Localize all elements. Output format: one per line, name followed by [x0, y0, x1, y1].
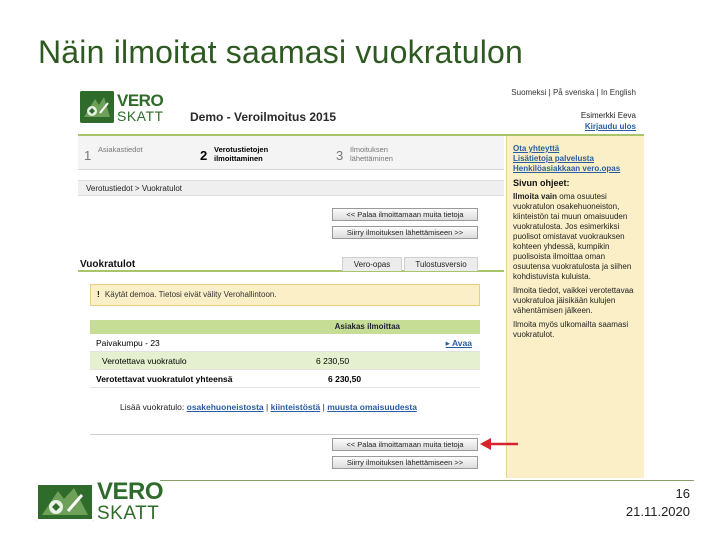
- rental-income-table: [90, 320, 480, 388]
- red-arrow-icon: [480, 437, 520, 451]
- footer-rule: [160, 480, 694, 481]
- add-income-links: [120, 402, 417, 412]
- section-title: Vuokratulot: [80, 259, 136, 270]
- back-button-top[interactable]: << Palaa ilmoittamaan muita tietoja: [332, 208, 478, 221]
- logout-link[interactable]: Kirjaudu ulos: [584, 122, 636, 131]
- language-bar: Suomeksi | På svenska | In English: [511, 88, 636, 97]
- forward-button-bottom[interactable]: Siirry ilmoituksen lähettämiseen >>: [332, 456, 478, 469]
- open-link[interactable]: ▸ Avaa: [445, 338, 472, 348]
- section-header: [78, 256, 504, 272]
- lang-swedish-link[interactable]: På svenska: [552, 88, 595, 97]
- sidebar-links: [513, 144, 638, 174]
- sidebar-heading: Sivun ohjeet:: [513, 178, 570, 188]
- divider: [90, 434, 480, 435]
- row-label: Verotettava vuokratulo: [102, 356, 187, 366]
- step-indicator: [78, 136, 504, 170]
- sidebar-emphasis: Ilmoita vain: [513, 192, 558, 201]
- tab-tulostusversio[interactable]: Tulostusversio: [404, 257, 478, 271]
- user-name: Esimerkki Eeva: [580, 111, 636, 120]
- vero-logo[interactable]: [80, 90, 180, 124]
- logo-vero-text: VERO: [117, 90, 164, 110]
- step-3-number: 3: [336, 148, 344, 163]
- open-link-label: Avaa: [451, 338, 472, 348]
- lang-finnish-link[interactable]: Suomeksi: [511, 88, 547, 97]
- help-sidebar: [506, 136, 644, 478]
- sidebar-paragraph: [513, 192, 638, 282]
- warning-icon: !: [97, 290, 100, 299]
- step-2-number: 2: [200, 148, 208, 163]
- step-2-label: Verotustietojen ilmoittaminen: [214, 145, 269, 163]
- footer-logo-skatt: SKATT: [97, 503, 160, 524]
- separator: |: [266, 402, 269, 412]
- step-1-number: 1: [84, 148, 92, 163]
- logo-skatt-text: SKATT: [117, 107, 164, 124]
- app-title: Demo - Veroilmoitus 2015: [190, 110, 337, 124]
- footer-logo-vero: VERO: [97, 478, 164, 505]
- contact-link[interactable]: Ota yhteyttä: [513, 144, 560, 153]
- back-button-bottom[interactable]: << Palaa ilmoittamaan muita tietoja: [332, 438, 478, 451]
- footer-emblem-icon: [36, 483, 94, 521]
- add-property-link[interactable]: kiinteistöstä: [270, 402, 321, 412]
- add-apartment-link[interactable]: osakehuoneistosta: [186, 402, 264, 412]
- app-screenshot: [78, 82, 644, 478]
- sidebar-paragraph: Ilmoita tiedot, vaikkei verotettavaa vuokratuloa jäisikään kulujen vähentämisen jälkeen.: [513, 286, 634, 315]
- vero-emblem-icon: [80, 91, 114, 123]
- tax-guide-link[interactable]: Henkilöasiakkaan vero.opas: [513, 164, 621, 173]
- step-3-label: Ilmoituksen lähettäminen: [350, 145, 393, 163]
- sidebar-paragraph: Ilmoita myös ulkomailta saamasi vuokratulot.: [513, 320, 629, 339]
- sidebar-paragraph-text: oma osuutesi vuokratulon osakehuoneiston, kiinteistön tai muun omaisuuden vuokratulosta. Jos esimerkiksi puolisot omistavat vuokrauksen kohteen yhdessä, kumpikin puolisoista ilmoittaa oman osuutensa vuokratulosta ja siihen kohdistuvista kuluista.: [513, 192, 632, 281]
- separator: |: [322, 402, 325, 412]
- table-row: [90, 352, 480, 370]
- slide-date: 21.11.2020: [625, 504, 690, 519]
- main-content: [78, 136, 504, 478]
- add-links-prefix: Lisää vuokratulo:: [120, 402, 185, 412]
- service-info-link[interactable]: Lisätietoja palvelusta: [513, 154, 594, 163]
- forward-button-top[interactable]: Siirry ilmoituksen lähettämiseen >>: [332, 226, 478, 239]
- row-value: 6 230,50: [316, 356, 350, 366]
- property-name: Paivakumpu - 23: [96, 338, 160, 348]
- footer-vero-logo: [36, 480, 163, 523]
- tab-vero-opas[interactable]: Vero-opas: [342, 257, 402, 271]
- add-other-asset-link[interactable]: muusta omaisuudesta: [327, 402, 417, 412]
- lang-english-link[interactable]: In English: [600, 88, 636, 97]
- slide-title: Näin ilmoitat saamasi vuokratulon: [38, 34, 524, 70]
- page-number: 16: [675, 486, 690, 501]
- demo-notice: [90, 284, 480, 306]
- breadcrumb: Verotustiedot > Vuokratulot: [78, 180, 504, 196]
- table-row: [90, 334, 480, 352]
- step-1-label: Asiakastiedot: [98, 145, 143, 154]
- table-total-row: [90, 370, 480, 388]
- total-label: Verotettavat vuokratulot yhteensä: [96, 374, 233, 384]
- table-header: Asiakas ilmoittaa: [90, 320, 480, 334]
- demo-notice-text: Käytät demoa. Tietosi eivät välity Verohallintoon.: [104, 290, 277, 299]
- total-value: 6 230,50: [328, 374, 362, 384]
- app-header: [78, 82, 644, 134]
